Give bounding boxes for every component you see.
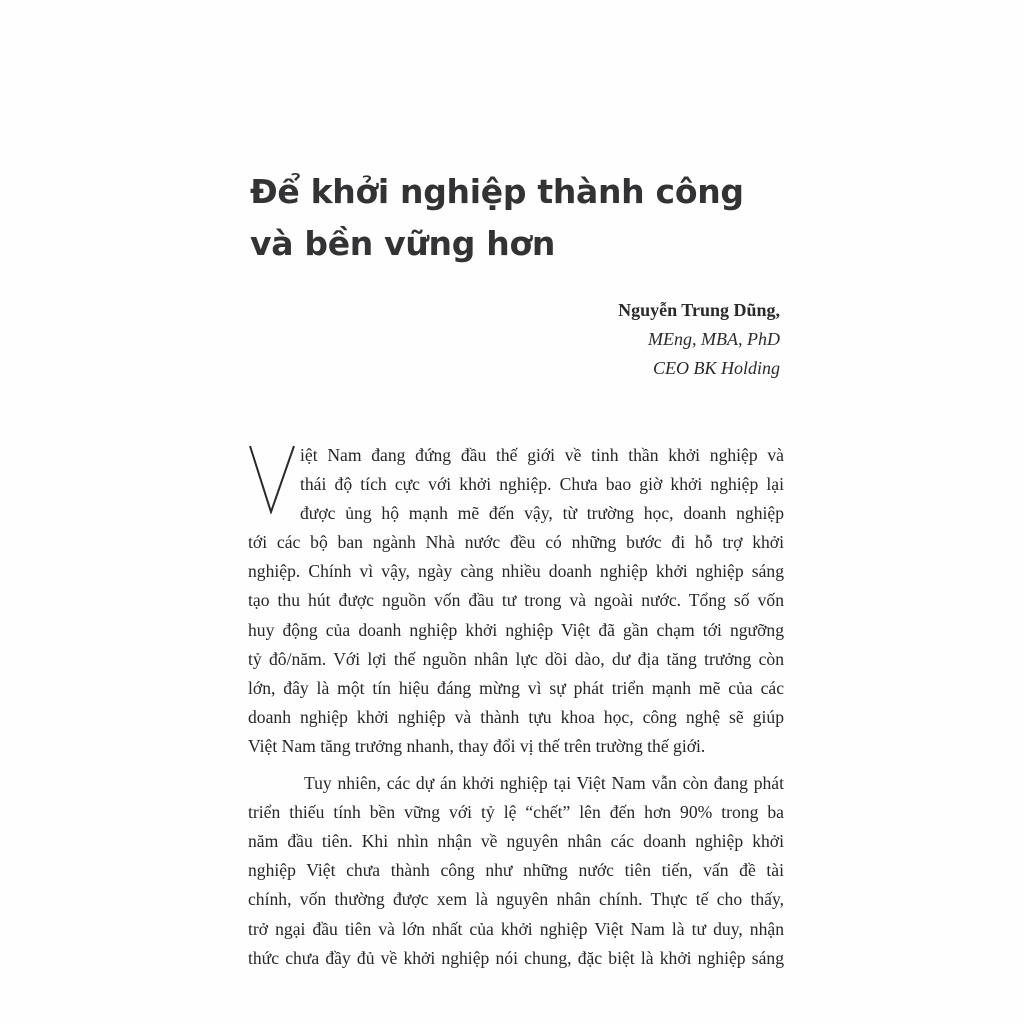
paragraph-2 [248,769,784,973]
byline [618,296,780,383]
text-line: thức chưa đầy đủ về khởi nghiệp nói chung, đặc biệt là khởi nghiệp sáng [248,947,784,968]
author-name: Nguyễn Trung Dũng, [618,300,780,320]
text-line: năm đầu tiên. Khi nhìn nhận về nguyên nhân các doanh nghiệp khởi [248,831,784,852]
text-line: Việt Nam tăng trưởng nhanh, thay đổi vị thế trên trường thế giới. [248,735,706,756]
chapter-title-line-2: và bền vững hơn [250,224,556,263]
text-line: iệt Nam đang đứng đầu thế giới về tinh thần khởi nghiệp và [300,445,784,465]
author-position: CEO BK Holding [652,358,780,378]
text-line: thái độ tích cực với khởi nghiệp. Chưa bao giờ khởi nghiệp lại [300,474,784,495]
body-text [248,441,784,973]
chapter-title-line-1: Để khởi nghiệp thành công [250,172,744,211]
text-line: được ủng hộ mạnh mẽ đến vậy, từ trường học, doanh nghiệp [300,503,784,524]
text-line: tỷ đô/năm. Với lợi thế nguồn nhân lực dồi dào, dư địa tăng trưởng còn [248,648,784,669]
text-line: triển thiếu tính bền vững với tỷ lệ “chết” lên đến hơn 90% trong ba [248,802,784,823]
text-line: trở ngại đầu tiên và lớn nhất của khởi nghiệp Việt Nam là tư duy, nhận [248,918,784,939]
chapter-title [250,166,770,270]
text-line: nghiệp. Chính vì vậy, ngày càng nhiều doanh nghiệp khởi nghiệp sáng [248,561,784,582]
author-credentials: MEng, MBA, PhD [648,329,780,349]
text-line: nghiệp Việt chưa thành công như những nước tiên tiến, vấn đề tài [248,860,784,881]
text-line: lớn, đây là một tín hiệu đáng mừng vì sự phát triển mạnh mẽ của các [248,677,784,698]
text-line: doanh nghiệp khởi nghiệp và thành tựu khoa học, công nghệ sẽ giúp [248,706,784,727]
paragraph-gap [248,761,784,769]
text-line: tạo thu hút được nguồn vốn đầu tư trong và ngoài nước. Tổng số vốn [248,590,784,611]
text-line: tới các bộ ban ngành Nhà nước đều có những bước đi hỗ trợ khởi [248,532,784,553]
text-line: Tuy nhiên, các dự án khởi nghiệp tại Việt Nam vẫn còn đang phát [304,773,784,794]
text-line: huy động của doanh nghiệp khởi nghiệp Việt đã gần chạm tới ngưỡng [248,619,784,640]
paragraph-1 [248,441,784,761]
text-line: chính, vốn thường được xem là nguyên nhân chính. Thực tế cho thấy, [248,889,784,910]
